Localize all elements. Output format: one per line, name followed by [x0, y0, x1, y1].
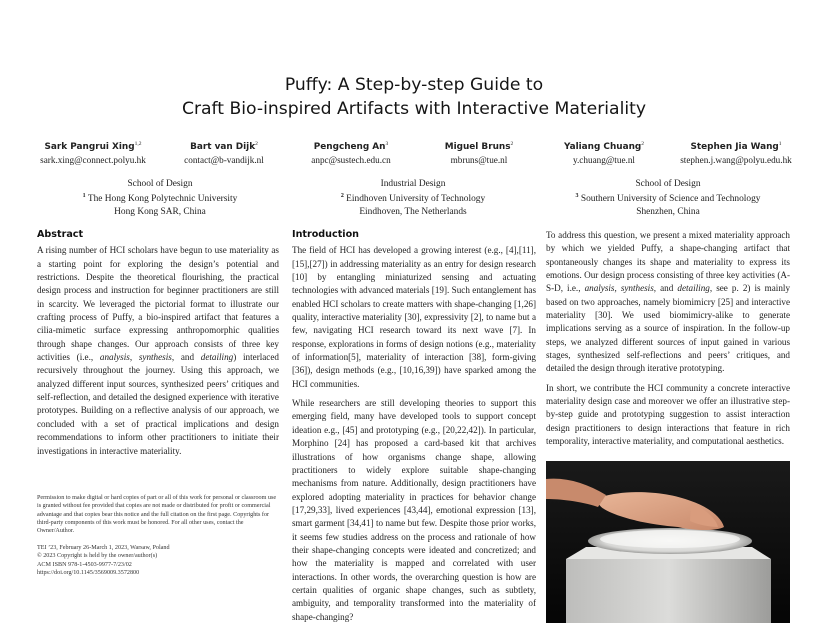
author-email[interactable]: stephen.j.wang@polyu.edu.hk: [680, 155, 792, 166]
author-email[interactable]: sark.xing@connect.polyu.hk: [40, 155, 146, 166]
affiliation-line: [303, 190, 523, 205]
author-email[interactable]: mbruns@tue.nl: [450, 155, 508, 166]
affiliation-number: 3: [575, 193, 579, 200]
affiliation-institution: The Hong Kong Polytechnic University: [87, 194, 238, 205]
introduction-heading: Introduction: [292, 229, 359, 240]
author-sup: 1: [778, 141, 782, 147]
col3-text: and: [656, 283, 678, 294]
author-sup: 1,2: [134, 141, 142, 147]
abstract-emphasis: analysis: [99, 352, 130, 363]
abstract-text: ,: [129, 352, 139, 363]
author-sup: 3: [385, 141, 389, 147]
abstract-text: A rising number of HCI scholars have begun to use materiality as a starting point for exploring the design’s potential and restrictions. Despite the theoretical flourishing, the practical design process and instruction for beginner practitioners are still in scarcity. We leveraged the pictorial format to illustrate our crafting process of Puffy, a bio-inspired artifact that features a cilia-mimetic surface expressing anthropomorphic qualities through shape changes. Our approach consists of three key activities (i.e.,: [37, 245, 279, 363]
affiliation-2: [303, 178, 523, 218]
author-email[interactable]: contact@b-vandijk.nl: [184, 155, 264, 166]
affiliation-line: Eindhoven, The Netherlands: [359, 206, 467, 217]
permission-notice: Permission to make digital or hard copies of part or all of this work for personal or classroom use is granted without fee provided that copies are not made or distributed for profit or commercial advantage and that copies bear this notice and the full citation on the first page. Copyrights for third-party components of this work must be honored. For all other uses, contact the Owner/Author.: [37, 495, 277, 535]
abstract-emphasis: detailing: [200, 352, 234, 363]
introduction-paragraph-1: The field of HCI has developed a growing interest (e.g., [4],[11],[15],[27]) in addressing materiality as an entry for design research [10] by entangling miniaturized sensing and actuating technologies with advanced materials [19]. Such entanglement has enabled HCI scholars to create matters with shape-changing [1,26] quality, interactive materiality [30], expressivity [2], to name but a few, navigating HCI research toward its next wave [7]. In response, explorations in forms of design notions (e.g., materiality of information[5], materiality of interaction [38], form-giving [36]), design methods (e.g., [10,16,39]) have sparked among the HCI communities.: [292, 245, 536, 389]
pub-isbn: ACM ISBN 978-1-4503-9977-7/23/02: [37, 561, 132, 568]
author-sup: 2: [641, 141, 644, 147]
author-6: [651, 138, 821, 167]
introduction-paragraph-2: While researchers are still developing theories to support this emerging field, many have developed tools to support concept ideation e.g., [45] and prototyping (e.g., [20,22,42]). In particular, Morphino [24] has proposed a card-based kit that archives illustrations of how organisms change shape, allowing practitioners to widely explore suitable shape-changing mechanisms from nature. Additionally, design practitioners have explored adopting materiality in practices for behavior change [17,29,33], lived experiences [43,44], emotional expression [13], smart garment [34,41] to name but few. Despite those prior works, it seems few studies address on the process and rationale of how their shape-changing concepts were ideated and concretized; and how the materiality is mapped and correlated with user interactions. In other words, the overarching question is how are certain qualities of organic shape changes, such as subtlety, ambiguity, and temporality transformed into the materiality of shape-changing?: [292, 398, 536, 622]
author-name: Sark Pangrui Xing: [44, 142, 135, 153]
abstract-emphasis: synthesis: [138, 352, 172, 363]
publication-info: [37, 544, 277, 577]
column-3-text: [546, 229, 790, 455]
abstract-heading: Abstract: [37, 229, 84, 240]
paper-title: [0, 73, 828, 121]
author-email[interactable]: y.chuang@tue.nl: [573, 155, 635, 166]
author-sup: 2: [510, 141, 514, 147]
col3-text: , see p. 2) is mainly based on two approaches, namely biomimicry [25] and interactive materiality [30]. We used biomimicry-alike to generate implications serving as a source of inspiration. In the follow-up steps, we analyzed different sources of input gained in various stages, synthesized self-reflections and peers’ critiques, and detailed the design through iterative prototyping.: [546, 283, 791, 374]
abstract-body: [37, 244, 279, 458]
col3-text: To address this question, we present a mixed materiality approach by which we yielded Puffy, a shape-changing artifact that spontaneously changes its shape and materiality to express its emotions. Our design process consisting of three key activities (A-S-D, i.e.,: [546, 230, 790, 294]
hand-touching-cilia-surface-photo: [546, 461, 790, 623]
introduction-section: [292, 228, 536, 630]
author-name: Stephen Jia Wang: [690, 142, 779, 153]
affiliation-line: [50, 190, 270, 205]
abstract-text: ) interlaced recursively throughout the journey. Using this approach, we analyzed different input sources, synthesized peers’ critiques and self-reflection, and detailed the designed experience with iterative prototypes. Building on a reflective analysis of our approach, we concluded with a set of practical implications and design recommendations to inform other practitioners to initiate their investigations in interactive materiality.: [37, 352, 279, 456]
col3-emphasis: analysis, synthesis,: [584, 283, 657, 294]
affiliation-1: [50, 178, 270, 218]
author-name: Bart van Dijk: [190, 142, 256, 153]
author-list: [0, 138, 828, 168]
title-line-2: Craft Bio-inspired Artifacts with Interactive Materiality: [181, 99, 647, 119]
affiliation-line: Hong Kong SAR, China: [114, 206, 206, 217]
affiliation-institution: Southern University of Science and Technology: [580, 194, 761, 205]
author-name: Miguel Bruns: [444, 142, 511, 153]
affiliation-number: 1: [82, 193, 86, 200]
col3-emphasis: detailing: [677, 283, 710, 294]
author-sup: 2: [255, 141, 258, 147]
affiliation-3: [558, 178, 778, 218]
affiliation-line: Industrial Design: [380, 179, 446, 189]
affiliation-line: School of Design: [635, 179, 701, 189]
author-name: Yaliang Chuang: [564, 142, 642, 153]
pedestal: [566, 559, 771, 623]
pub-copyright: © 2023 Copyright is held by the owner/author(s): [37, 553, 158, 560]
cilia-highlight: [600, 530, 740, 548]
abstract-text: , and: [171, 352, 201, 363]
author-email[interactable]: anpc@sustech.edu.cn: [311, 155, 391, 166]
affiliation-institution: Eindhoven University of Technology: [346, 194, 486, 205]
affiliation-line: Shenzhen, China: [636, 206, 700, 217]
title-line-1: Puffy: A Step-by-step Guide to: [284, 75, 544, 95]
abstract-section: [37, 228, 279, 464]
affiliation-line: [558, 190, 778, 205]
col3-paragraph-1: [546, 229, 790, 376]
affiliation-line: School of Design: [127, 179, 193, 189]
pub-doi-link[interactable]: https://doi.org/10.1145/3569009.3572800: [37, 569, 140, 576]
author-1: [18, 138, 168, 167]
affiliation-number: 2: [340, 193, 344, 200]
photo-illustration: [546, 461, 790, 623]
pub-venue: TEI ’23, February 26-March 1, 2023, Warsaw, Poland: [37, 545, 170, 551]
col3-paragraph-2: In short, we contribute the HCI community a concrete interactive materiality design case and moreover we offer an illustrative step-by-step guide and prototyping suggestion to assist interaction design practitioners to design interactions that feature in rich temporality, interactive materiality, and computational aesthetics.: [546, 382, 790, 447]
author-name: Pengcheng An: [313, 142, 386, 153]
